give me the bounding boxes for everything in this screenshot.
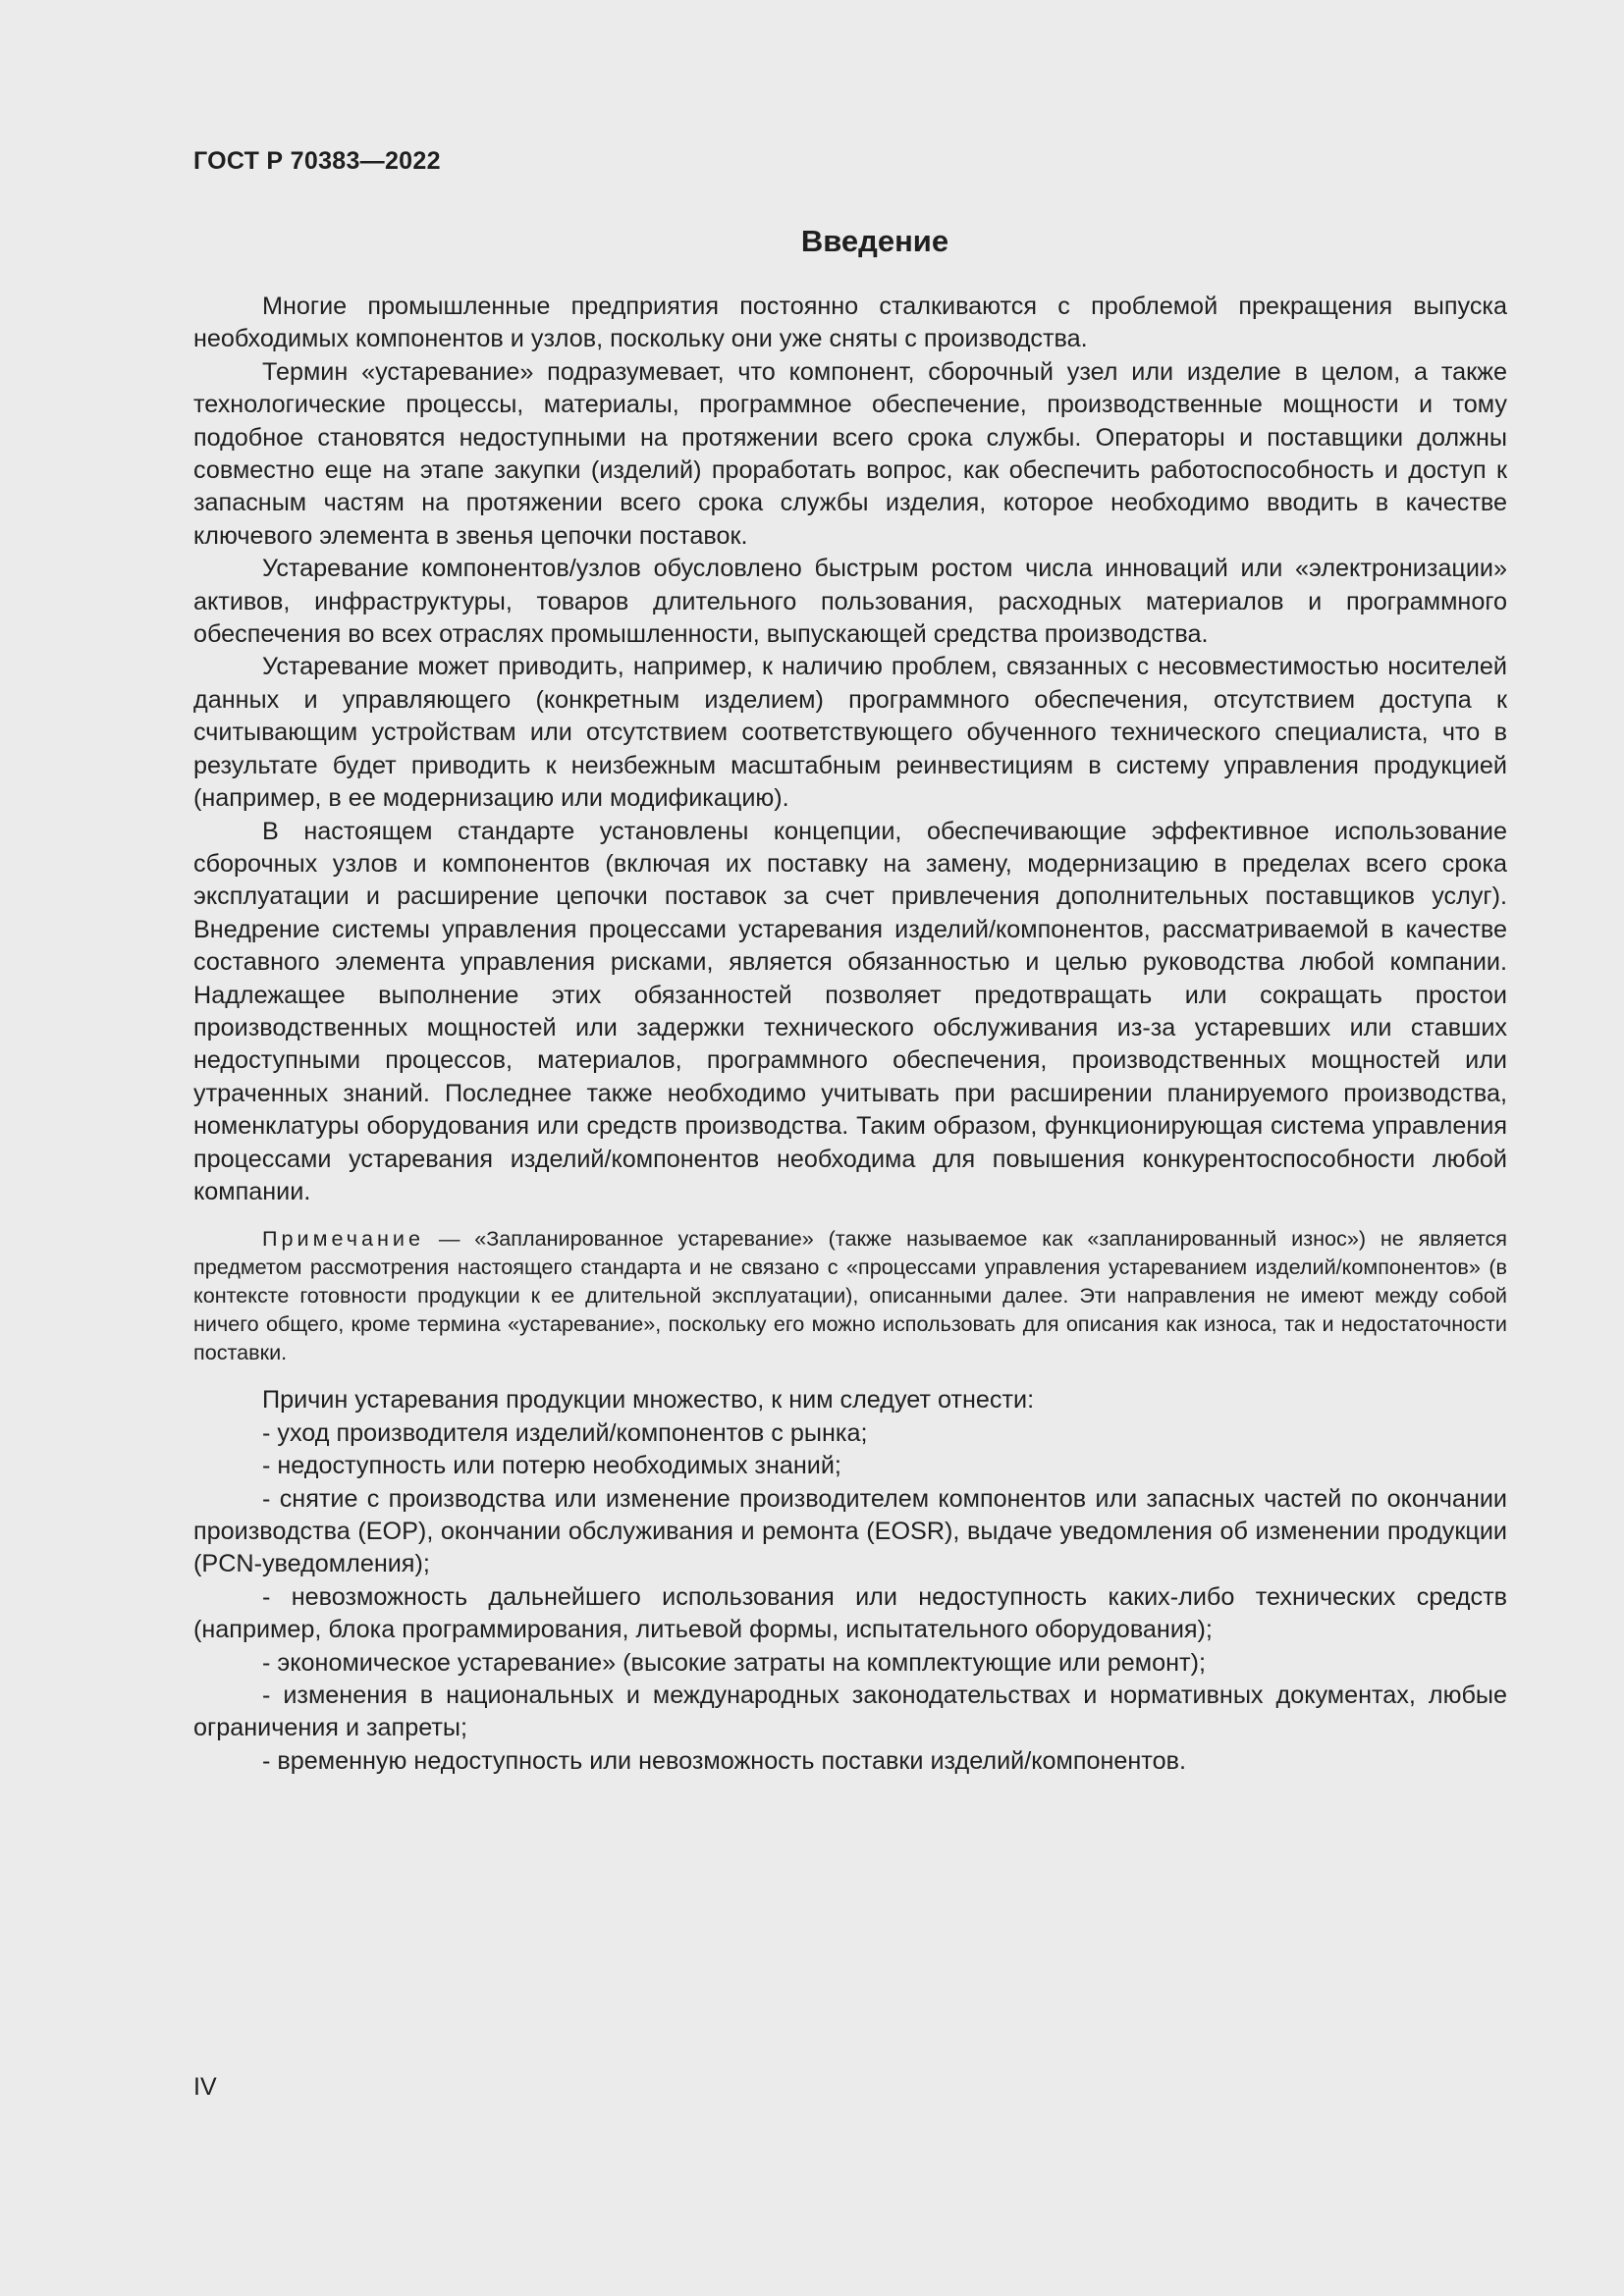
document-id-header: ГОСТ Р 70383—2022 [193,147,441,175]
intro-paragraph: Многие промышленные предприятия постоянно сталкиваются с проблемой прекращения выпуска необходимых компонентов и узлов, поскольку они уже сняты с производства. [193,293,1507,353]
cause-item: - невозможность дальнейшего использования или недоступность каких-либо технических средств (например, блока программирования, литьевой формы, испытательного оборудования); [193,1582,1507,1644]
cause-item: - изменения в национальных и международных законодательствах и нормативных документах, любые ограничения и запреты; [193,1682,1507,1742]
note-label: Примечание [262,1226,424,1252]
cause-item: - уход производителя изделий/компонентов с рынка; [262,1418,868,1447]
note-text: — «Запланированное устаревание» (также называемое как «запланированный износ») не является предметом рассмотрения настоящего стандарта и не связано с «процессами управления устареванием изделий/компонентов» (в контексте готовности продукции к ее длительной эксплуатации), описанными далее. Эти направления не имеют между собой ничего общего, кроме термина «устаревание», поскольку его можно использовать для описания как износа, так и недостаточности поставки. [193,1226,1507,1365]
section-title: Введение [800,224,949,258]
intro-paragraph: Устаревание может приводить, например, к наличию проблем, связанных с несовместимостью носителей данных и управляющего (конкретным изделием) программного обеспечения, отсутствием доступа к считывающим устройствам или отсутствием соответствующего обученного технического специалиста, что в результате будет приводить к неизбежным масштабным реинвестициям в систему управления продукцией (например, в ее модернизацию или модификацию). [193,653,1507,813]
cause-item: - снятие с производства или изменение производителем компонентов или запасных частей по окончании производства (EOP), окончании обслуживания и ремонта (EOSR), выдаче уведомления об изменении продукции (PCN-уведомления); [193,1484,1507,1578]
note-paragraph [193,1224,1507,1366]
causes-intro: Причин устаревания продукции множество, к ним следует отнести: [262,1386,1035,1415]
page-number: IV [193,2073,217,2101]
page-content [193,224,1507,1778]
intro-paragraph: В настоящем стандарте установлены концепции, обеспечивающие эффективное использование сборочных узлов и компонентов (включая их поставку на замену, модернизацию в пределах всего срока эксплуатации и расширение цепочки поставок за счет привлечения дополнительных поставщиков услуг). Внедрение системы управления процессами устаревания изделий/компонентов, рассматриваемой в качестве составного элемента управления рисками, является обязанностью и целью руководства любой компании. Надлежащее выполнение этих обязанностей позволяет предотвращать или сокращать простои производственных мощностей или задержки технического обслуживания из-за устаревших или ставших недоступными процессов, материалов, программного обеспечения, производственных мощностей или утраченных знаний. Последнее также необходимо учитывать при расширении планируемого производства, номенклатуры оборудования или средств производства. Таким образом, функционирующая система управления процессами устаревания изделий/компонентов необходима для повышения конкурентоспособности любой компании. [193,817,1507,1205]
cause-item: - временную недоступность или невозможность поставки изделий/компонентов. [262,1746,1186,1775]
cause-item: - недоступность или потерю необходимых знаний; [262,1452,841,1480]
intro-paragraph: Термин «устаревание» подразумевает, что компонент, сборочный узел или изделие в целом, а также технологические процессы, материалы, программное обеспечение, производственные мощности и тому подобное становятся недоступными на протяжении всего срока службы. Операторы и поставщики должны совместно еще на этапе закупки (изделий) проработать вопрос, как обеспечить работоспособность и доступ к запасным частям на протяжении всего срока службы изделия, которое необходимо вводить в качестве ключевого элемента в звенья цепочки поставок. [193,357,1507,550]
cause-item: - экономическое устаревание» (высокие затраты на комплектующие или ремонт); [262,1648,1206,1677]
intro-paragraph: Устаревание компонентов/узлов обусловлено быстрым ростом числа инноваций или «электронизации» активов, инфраструктуры, товаров длительного пользования, расходных материалов и программного обеспечения во всех отраслях промышленности, выпускающей средства производства. [193,555,1507,649]
